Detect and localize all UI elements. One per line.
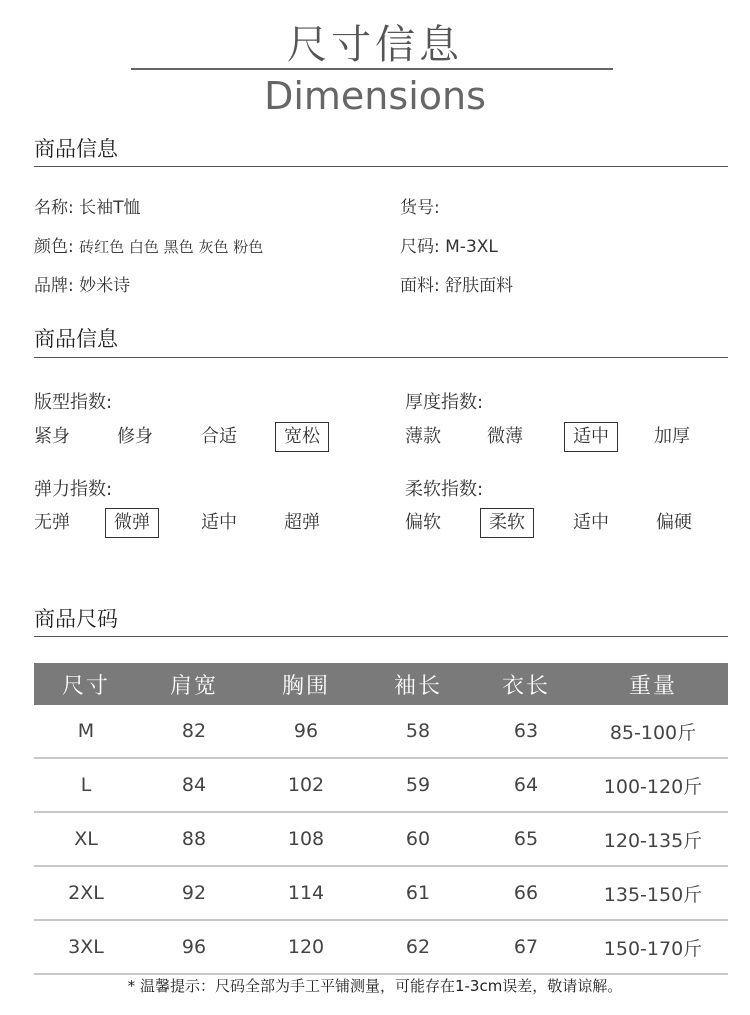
section-divider <box>34 636 728 637</box>
page-title-cn: 尺寸信息 <box>287 22 463 68</box>
table-cell: L <box>34 758 138 812</box>
table-cell: M <box>34 705 138 758</box>
page-title-en: Dimensions <box>264 74 486 118</box>
fabric-value: 舒肤面料 <box>445 276 514 296</box>
thickness-option-selected: 适中 <box>564 422 618 452</box>
section-divider <box>34 166 728 167</box>
brand-label: 品牌: <box>34 276 74 296</box>
softness-option: 偏软 <box>405 512 441 533</box>
elasticity-option: 适中 <box>201 512 237 533</box>
table-cell: 120-135斤 <box>578 812 728 866</box>
size-range-value: M-3XL <box>445 237 498 257</box>
elasticity-option-selected: 微弹 <box>105 508 159 538</box>
table-cell: 61 <box>362 866 474 920</box>
softness-index-label: 柔软指数: <box>405 479 484 500</box>
color-label: 颜色: <box>34 237 74 257</box>
col-header-length: 衣长 <box>474 663 578 705</box>
col-header-chest: 胸围 <box>250 663 362 705</box>
color-value: 砖红色 白色 黑色 灰色 粉色 <box>79 238 264 256</box>
table-cell: 102 <box>250 758 362 812</box>
fit-index-label: 版型指数: <box>34 392 113 413</box>
thickness-option: 薄款 <box>405 426 441 447</box>
measurement-note: * 温馨提示：尺码全部为手工平铺测量，可能存在1-3cm误差，敬请谅解。 <box>127 977 623 995</box>
table-cell: 114 <box>250 866 362 920</box>
brand-row <box>34 274 130 298</box>
table-cell: XL <box>34 812 138 866</box>
col-header-weight: 重量 <box>578 663 728 705</box>
fabric-row <box>400 274 513 298</box>
fabric-label: 面料: <box>400 276 440 296</box>
softness-option-selected: 柔软 <box>480 508 534 538</box>
table-cell: 3XL <box>34 920 138 974</box>
fit-option: 合适 <box>201 426 237 447</box>
table-cell: 2XL <box>34 866 138 920</box>
size-table-header <box>34 663 728 705</box>
elasticity-option: 无弹 <box>34 512 70 533</box>
fit-option: 紧身 <box>34 426 70 447</box>
thickness-option: 加厚 <box>654 426 690 447</box>
section-divider <box>34 357 728 358</box>
table-row <box>34 705 728 758</box>
brand-value: 妙米诗 <box>79 276 131 296</box>
item-no-row <box>400 196 440 220</box>
table-cell: 84 <box>138 758 250 812</box>
table-cell: 96 <box>250 705 362 758</box>
table-cell: 96 <box>138 920 250 974</box>
fit-option: 修身 <box>117 426 153 447</box>
table-cell: 64 <box>474 758 578 812</box>
thickness-index-label: 厚度指数: <box>405 392 484 413</box>
col-header-sleeve: 袖长 <box>362 663 474 705</box>
size-range-label: 尺码: <box>400 237 440 257</box>
title-divider <box>131 68 613 70</box>
product-name-label: 名称: <box>34 198 74 218</box>
table-cell: 67 <box>474 920 578 974</box>
section-heading-product-info: 商品信息 <box>34 137 118 161</box>
section-heading-indices: 商品信息 <box>34 327 118 351</box>
table-cell: 65 <box>474 812 578 866</box>
col-header-size: 尺寸 <box>34 663 138 705</box>
product-name-row <box>34 196 141 220</box>
size-range-row <box>400 235 498 259</box>
table-cell: 60 <box>362 812 474 866</box>
item-no-label: 货号: <box>400 198 440 218</box>
table-cell: 150-170斤 <box>578 920 728 974</box>
col-header-shoulder: 肩宽 <box>138 663 250 705</box>
thickness-option: 微薄 <box>487 426 523 447</box>
softness-option: 适中 <box>573 512 609 533</box>
table-cell: 92 <box>138 866 250 920</box>
table-row <box>34 758 728 812</box>
table-cell: 66 <box>474 866 578 920</box>
section-heading-size-chart: 商品尺码 <box>34 607 118 631</box>
table-row <box>34 920 728 974</box>
table-cell: 120 <box>250 920 362 974</box>
table-cell: 82 <box>138 705 250 758</box>
table-cell: 88 <box>138 812 250 866</box>
softness-option: 偏硬 <box>656 512 692 533</box>
table-row <box>34 812 728 866</box>
table-cell: 62 <box>362 920 474 974</box>
product-name-value: 长袖T恤 <box>79 198 141 218</box>
table-cell: 108 <box>250 812 362 866</box>
table-cell: 85-100斤 <box>578 705 728 758</box>
color-row <box>34 235 263 259</box>
table-cell: 100-120斤 <box>578 758 728 812</box>
elasticity-option: 超弹 <box>284 512 320 533</box>
table-cell: 135-150斤 <box>578 866 728 920</box>
table-cell: 59 <box>362 758 474 812</box>
fit-option-selected: 宽松 <box>275 422 329 452</box>
size-table <box>34 663 728 975</box>
table-row <box>34 866 728 920</box>
table-cell: 63 <box>474 705 578 758</box>
table-cell: 58 <box>362 705 474 758</box>
elasticity-index-label: 弹力指数: <box>34 479 113 500</box>
